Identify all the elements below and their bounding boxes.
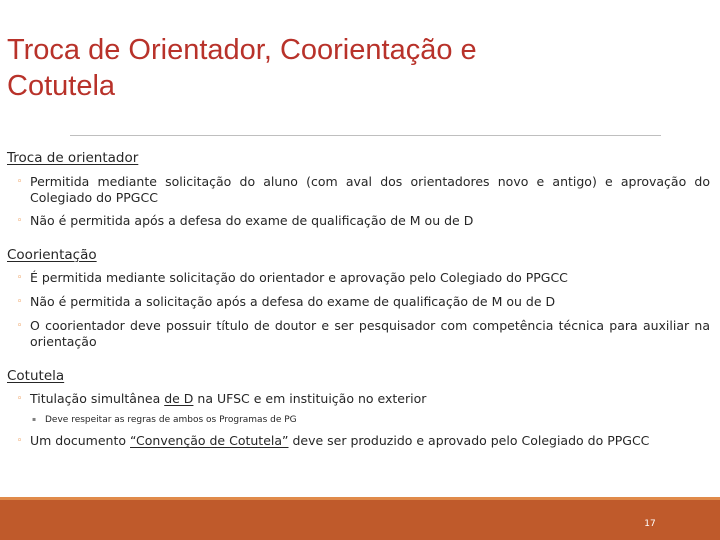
list-item-text: Titulação simultânea [30,391,165,406]
circle-bullet-icon: ◦ [17,436,23,446]
circle-bullet-icon: ◦ [17,273,23,283]
list-item-text: Não é permitida após a defesa do exame de qualificação de M ou de D [30,213,474,228]
slide-title-line-1: Troca de Orientador, Coorientação e [7,34,477,66]
list-item-underlined-text: de D [164,391,194,406]
list-item-text: O coorientador deve possuir título de doutor e ser pesquisador com competência técnica para auxiliar na orientação [30,318,710,349]
list-item-text: Permitida mediante solicitação do aluno (com aval dos orientadores novo e antigo) e aprovação do Colegiado do PPGCC [30,174,710,205]
circle-bullet-icon: ◦ [17,297,23,307]
list-item-text: Não é permitida a solicitação após a defesa do exame de qualificação de M ou de D [30,294,556,309]
list-item [17,213,710,229]
section-heading-coorientacao: Coorientação [7,247,97,263]
list-item [17,294,710,310]
section-heading-troca: Troca de orientador [7,150,139,166]
list-item [17,318,710,350]
list-item [17,174,710,206]
list-item-text: na UFSC e em instituição no exterior [193,391,427,406]
sub-list-item [32,414,297,426]
section-heading-cotutela: Cotutela [7,368,65,384]
list-item [17,433,710,449]
circle-bullet-icon: ◦ [17,394,23,404]
list-item [17,270,710,286]
sub-list-item-text: Deve respeitar as regras de ambos os Programas de PG [45,415,297,425]
slide-title [7,32,707,104]
list-item-text: É permitida mediante solicitação do orientador e aprovação pelo Colegiado do PPGCC [30,270,568,285]
page-number: 17 [644,519,656,529]
slide-footer [0,500,720,540]
square-bullet-icon: ▪ [32,416,37,423]
circle-bullet-icon: ◦ [17,321,23,331]
circle-bullet-icon: ◦ [17,216,23,226]
slide-title-line-2: Cotutela [7,70,116,102]
list-item-underlined-text: “Convenção de Cotutela” [130,433,289,448]
list-item-text: deve ser produzido e aprovado pelo Colegiado do PPGCC [288,433,650,448]
list-item [17,391,710,407]
list-item-text: Um documento [30,433,130,448]
circle-bullet-icon: ◦ [17,177,23,187]
title-divider [70,135,661,136]
